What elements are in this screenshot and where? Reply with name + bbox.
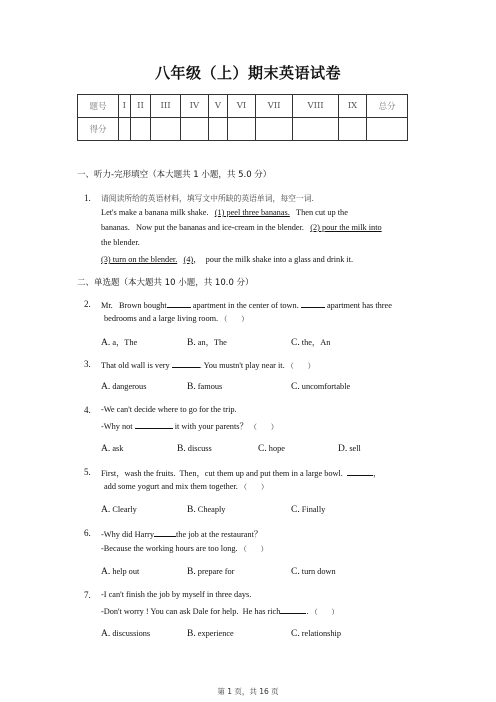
question-text: it with your parents？: [174, 422, 248, 431]
option-text: Finally: [301, 505, 326, 514]
option-text: an，The: [197, 338, 227, 347]
passage-text: Then cut up the: [296, 208, 348, 217]
score-cell: VI: [227, 95, 255, 118]
option-a[interactable]: [101, 382, 146, 392]
option-text: ask: [112, 444, 124, 453]
option-c[interactable]: [291, 629, 341, 639]
page-title: 八年级（上）期末英语试卷: [154, 64, 341, 82]
question-text: -Because the working hours are too long.: [101, 544, 238, 553]
question-text: add some yogurt and mix them together.: [104, 482, 238, 491]
option-letter: C.: [291, 382, 300, 392]
score-input[interactable]: [293, 118, 339, 141]
score-cell: 总分: [367, 95, 408, 118]
option-c[interactable]: [291, 567, 336, 577]
option-a[interactable]: [101, 567, 139, 577]
blank-label: (4): [183, 255, 194, 264]
option-d[interactable]: [338, 444, 361, 454]
score-cell: IV: [180, 95, 208, 118]
passage-text: Now put the bananas and ice-cream in the blender.: [136, 223, 304, 232]
score-value-row: [78, 118, 408, 141]
option-c[interactable]: [258, 444, 285, 454]
option-text: sell: [349, 444, 361, 453]
passage-text: the blender.: [101, 238, 140, 247]
option-letter: A.: [101, 567, 111, 577]
question-line: [104, 482, 268, 492]
option-a[interactable]: [101, 336, 137, 348]
question-text: apartment in the center of town.: [192, 301, 299, 310]
option-text: a，The: [112, 338, 138, 347]
score-label: 得分: [78, 118, 119, 141]
score-input[interactable]: [180, 118, 208, 141]
option-letter: C.: [291, 338, 300, 348]
question-text: Then，cut them up and put them in a large bowl.: [179, 469, 343, 478]
page-footer: 第 1 页，共 16 页: [217, 687, 279, 696]
question-text: -I can't finish the job by myself in three days.: [101, 590, 252, 599]
option-letter: B.: [187, 382, 196, 392]
blank-label: (1) peel three bananas.: [214, 208, 290, 217]
score-input[interactable]: [256, 118, 293, 141]
passage-text: bananas.: [101, 223, 130, 232]
option-b[interactable]: [187, 382, 222, 392]
option-text: the，An: [301, 338, 331, 347]
option-a[interactable]: [101, 444, 123, 454]
question-text: He has rich: [242, 607, 281, 616]
option-letter: C.: [258, 444, 267, 454]
section-heading: 一、听力-完形填空（本大题共 1 小题，共 5.0 分）: [77, 170, 272, 180]
option-letter: A.: [101, 338, 111, 348]
question-number: 6.: [84, 528, 91, 538]
question-line: [101, 544, 268, 554]
question-number: 5.: [84, 467, 91, 477]
option-letter: B.: [177, 444, 186, 454]
score-input[interactable]: [208, 118, 227, 141]
option-text: uncomfortable: [301, 382, 351, 391]
score-table: [77, 94, 408, 141]
question-text: Mr.: [101, 301, 113, 310]
passage-line: [101, 223, 382, 232]
option-letter: C.: [291, 629, 300, 639]
score-input[interactable]: [151, 118, 181, 141]
answer-paren: （ ）: [220, 315, 249, 323]
option-letter: B.: [187, 629, 196, 639]
question-text: the job at the restaurant？: [176, 530, 263, 539]
answer-blank[interactable]: [280, 605, 306, 614]
option-text: Cheaply: [197, 505, 226, 514]
option-b[interactable]: [187, 505, 225, 515]
option-text: famous: [197, 382, 223, 391]
option-c[interactable]: [291, 336, 330, 348]
question-number: 1.: [84, 193, 91, 203]
option-text: experience: [197, 629, 234, 638]
question-line: [101, 359, 315, 371]
option-text: Clearly: [112, 505, 137, 514]
answer-blank[interactable]: [347, 467, 373, 476]
question-line: [101, 299, 392, 310]
question-line: First，wash the fruits. Then，cut them up and put them in a large bowl. ，: [101, 469, 382, 478]
score-input[interactable]: [130, 118, 151, 141]
score-header-row: [78, 95, 408, 118]
option-letter: A.: [101, 505, 111, 515]
score-input[interactable]: [367, 118, 408, 141]
option-text: discuss: [187, 444, 212, 453]
option-a[interactable]: [101, 505, 137, 515]
answer-paren: （ ）: [286, 362, 315, 370]
passage-line: (3) turn on the blender. (4)， pour the milk shake into a glass and drink it.: [101, 255, 354, 264]
question-line: [101, 420, 278, 432]
question-text: -Why did Harry: [101, 530, 154, 539]
score-cell: I: [119, 95, 131, 118]
option-letter: A.: [101, 444, 111, 454]
option-c[interactable]: [291, 382, 350, 392]
question-instruction: 请阅读所给的英语材料，填写文中所缺的英语单词，每空一词.: [101, 194, 314, 203]
answer-blank[interactable]: [167, 299, 191, 308]
option-b[interactable]: [187, 629, 234, 639]
question-line: -Don't worry ! You can ask Dale for help. He has rich . （ ）: [101, 607, 339, 616]
answer-blank[interactable]: [172, 359, 200, 368]
option-letter: B.: [187, 567, 196, 577]
question-text: Brown bought: [119, 301, 167, 310]
option-letter: A.: [101, 382, 111, 392]
option-letter: B.: [187, 505, 196, 515]
answer-paren: （ ）: [249, 423, 278, 431]
question-number: 4.: [84, 405, 91, 415]
section-heading: 二、单选题（本大题共 10 小题，共 10.0 分）: [77, 278, 254, 288]
passage-text: Let's make a banana milk shake.: [101, 208, 209, 217]
answer-blank[interactable]: [301, 299, 325, 308]
question-number: 7.: [84, 590, 91, 600]
question-text: -Why not: [101, 422, 133, 431]
blank-label: (3) turn on the blender.: [101, 255, 178, 264]
question-text: bedrooms and a large living room.: [104, 314, 219, 323]
option-text: prepare for: [197, 567, 235, 576]
passage-text: pour the milk shake into a glass and drink it.: [205, 255, 354, 264]
score-input[interactable]: [339, 118, 367, 141]
score-cell: V: [208, 95, 227, 118]
answer-blank[interactable]: [154, 528, 176, 537]
option-b[interactable]: [187, 336, 227, 348]
score-cell: III: [151, 95, 181, 118]
score-cell: VIII: [293, 95, 339, 118]
question-number: 2.: [84, 299, 91, 309]
option-letter: B.: [187, 338, 196, 348]
score-cell: 题号: [78, 95, 119, 118]
score-cell: II: [130, 95, 151, 118]
score-cell: IX: [339, 95, 367, 118]
question-line: [104, 314, 248, 324]
answer-paren: （ ）: [239, 545, 268, 553]
option-text: hope: [268, 444, 285, 453]
question-line: [101, 528, 262, 540]
option-text: help out: [112, 567, 140, 576]
score-input[interactable]: [227, 118, 255, 141]
question-text: -Don't worry ! You can ask Dale for help.: [101, 607, 239, 616]
option-text: turn down: [301, 567, 336, 576]
question-text: . You mustn't play near it.: [199, 361, 285, 370]
passage-line: [101, 208, 348, 217]
score-cell: VII: [256, 95, 293, 118]
option-text: discussions: [112, 629, 151, 638]
answer-paren: （ ）: [239, 483, 268, 491]
option-letter: A.: [101, 629, 111, 639]
option-b[interactable]: [187, 567, 234, 577]
option-a[interactable]: [101, 629, 150, 639]
option-text: relationship: [301, 629, 341, 638]
option-text: dangerous: [112, 382, 147, 391]
question-number: 3.: [84, 359, 91, 369]
option-c[interactable]: [291, 505, 325, 515]
question-text: -We can't decide where to go for the trip.: [101, 405, 237, 414]
answer-blank[interactable]: [135, 420, 173, 429]
blank-label: (2) pour the milk into: [310, 223, 382, 232]
question-text: apartment has three: [326, 301, 392, 310]
answer-paren: （ ）: [310, 608, 339, 616]
question-text: First，wash the fruits.: [101, 469, 176, 478]
option-letter: D.: [338, 444, 348, 454]
question-text: That old wall is very: [101, 361, 170, 370]
option-letter: C.: [291, 505, 300, 515]
option-b[interactable]: [177, 444, 212, 454]
score-input[interactable]: [119, 118, 131, 141]
option-letter: C.: [291, 567, 300, 577]
